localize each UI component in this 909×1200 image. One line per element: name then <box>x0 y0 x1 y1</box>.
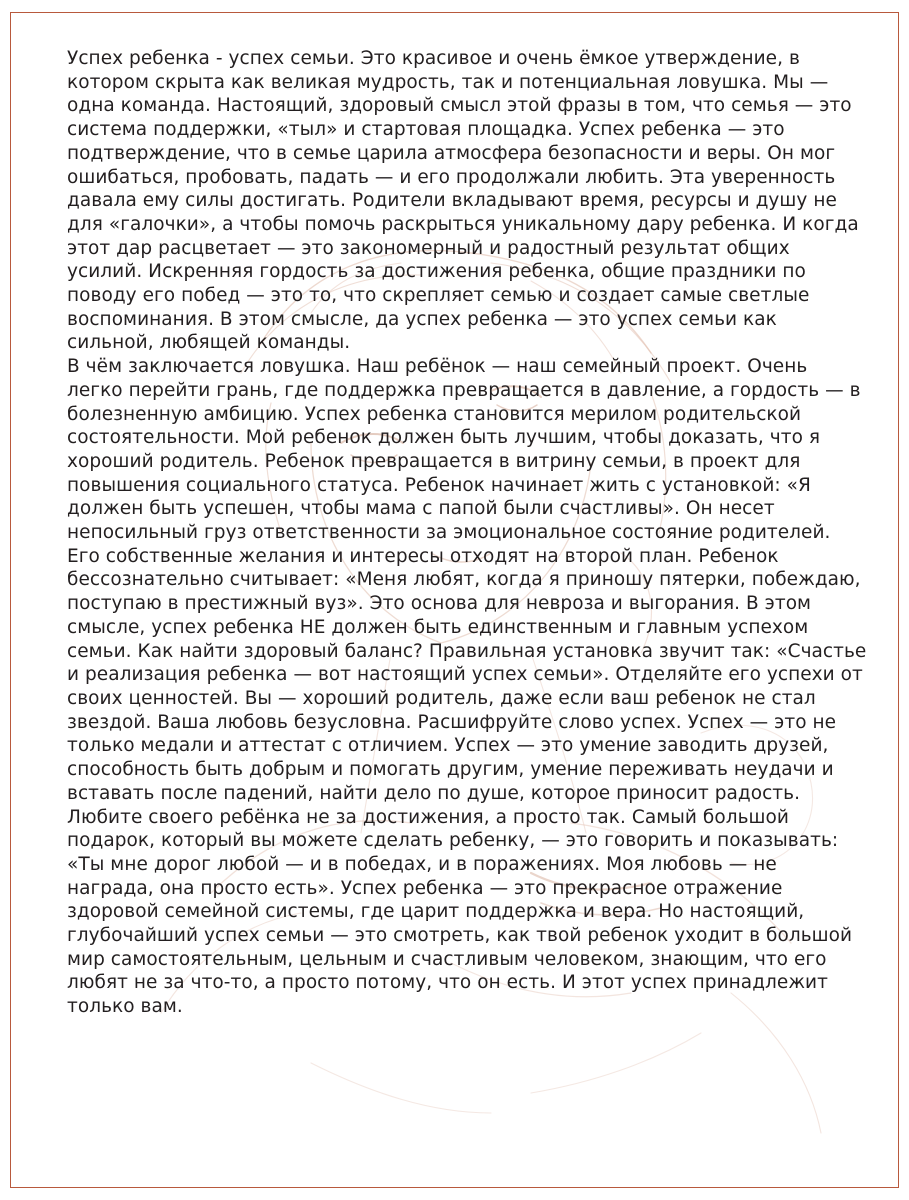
article-paragraph: В чём заключается ловушка. Наш ребёнок — наш семейный проект. Очень легко перейти грань, где поддержка превращается в давление, а гордость — в болезненную амбицию. Успех ребенка становится мерилом родительской состоятельности. Мой ребенок должен быть лучшим, чтобы доказать, что я хороший родитель. Ребенок превращается в витрину семьи, в проект для повышения социального статуса. Ребенок начинает жить с установкой: «Я должен быть успешен, чтобы мама с папой были счастливы». Он несет непосильный груз ответственности за эмоциональное состояние родителей. Его собственные желания и интересы отходят на второй план. Ребенок бессознательно считывает: «Меня любят, когда я приношу пятерки, побеждаю, поступаю в престижный вуз». Это основа для невроза и выгорания. В этом смысле, успех ребенка НЕ должен быть единственным и главным успехом семьи. Как найти здоровый баланс? Правильная установка звучит так: «Счастье и реализация ребенка — вот настоящий успех семьи». Отделяйте его успехи от своих ценностей. Вы — хороший родитель, даже если ваш ребенок не стал звездой. Ваша любовь безусловна. Расшифруйте слово успех. Успех — это не только медали и аттестат с отличием. Успех — это умение заводить друзей, способность быть добрым и помогать другим, умение переживать неудачи и вставать после падений, найти дело по душе, которое приносит радость. <box>67 356 867 804</box>
article-paragraph: Успех ребенка - успех семьи. Это красивое и очень ёмкое утверждение, в котором скрыта как великая мудрость, так и потенциальная ловушка. Мы — одна команда. Настоящий, здоровый смысл этой фразы в том, что семья — это система поддержки, «тыл» и стартовая площадка. Успех ребенка — это подтверждение, что в семье царила атмосфера безопасности и веры. Он мог ошибаться, пробовать, падать — и его продолжали любить. Эта уверенность давала ему силы достигать. Родители вкладывают время, ресурсы и душу не для «галочки», а чтобы помочь раскрыться уникальному дару ребенка. И когда этот дар расцветает — это закономерный и радостный результат общих усилий. Искренняя гордость за достижения ребенка, общие праздники по поводу его побед — это то, что скрепляет семью и создает самые светлые воспоминания. В этом смысле, да успех ребенка — это успех семьи как сильной, любящей команды. <box>67 48 859 354</box>
article-paragraph: Любите своего ребёнка не за достижения, а просто так. Самый большой подарок, который вы можете сделать ребенку, — это говорить и показывать: «Ты мне дорог любой — и в победах, и в поражениях. Моя любовь — не награда, она просто есть». Успех ребенка — это прекрасное отражение здоровой семейной системы, где царит поддержка и вера. Но настоящий, глубочайший успех семьи — это смотреть, как твой ребенок уходит в большой мир самостоятельным, цельным и счастливым человеком, знающим, что его любят не за что-то, а просто потому, что он есть. И этот успех принадлежит только вам. <box>67 806 853 1018</box>
page-frame <box>10 12 899 1188</box>
article-body <box>67 47 867 1019</box>
